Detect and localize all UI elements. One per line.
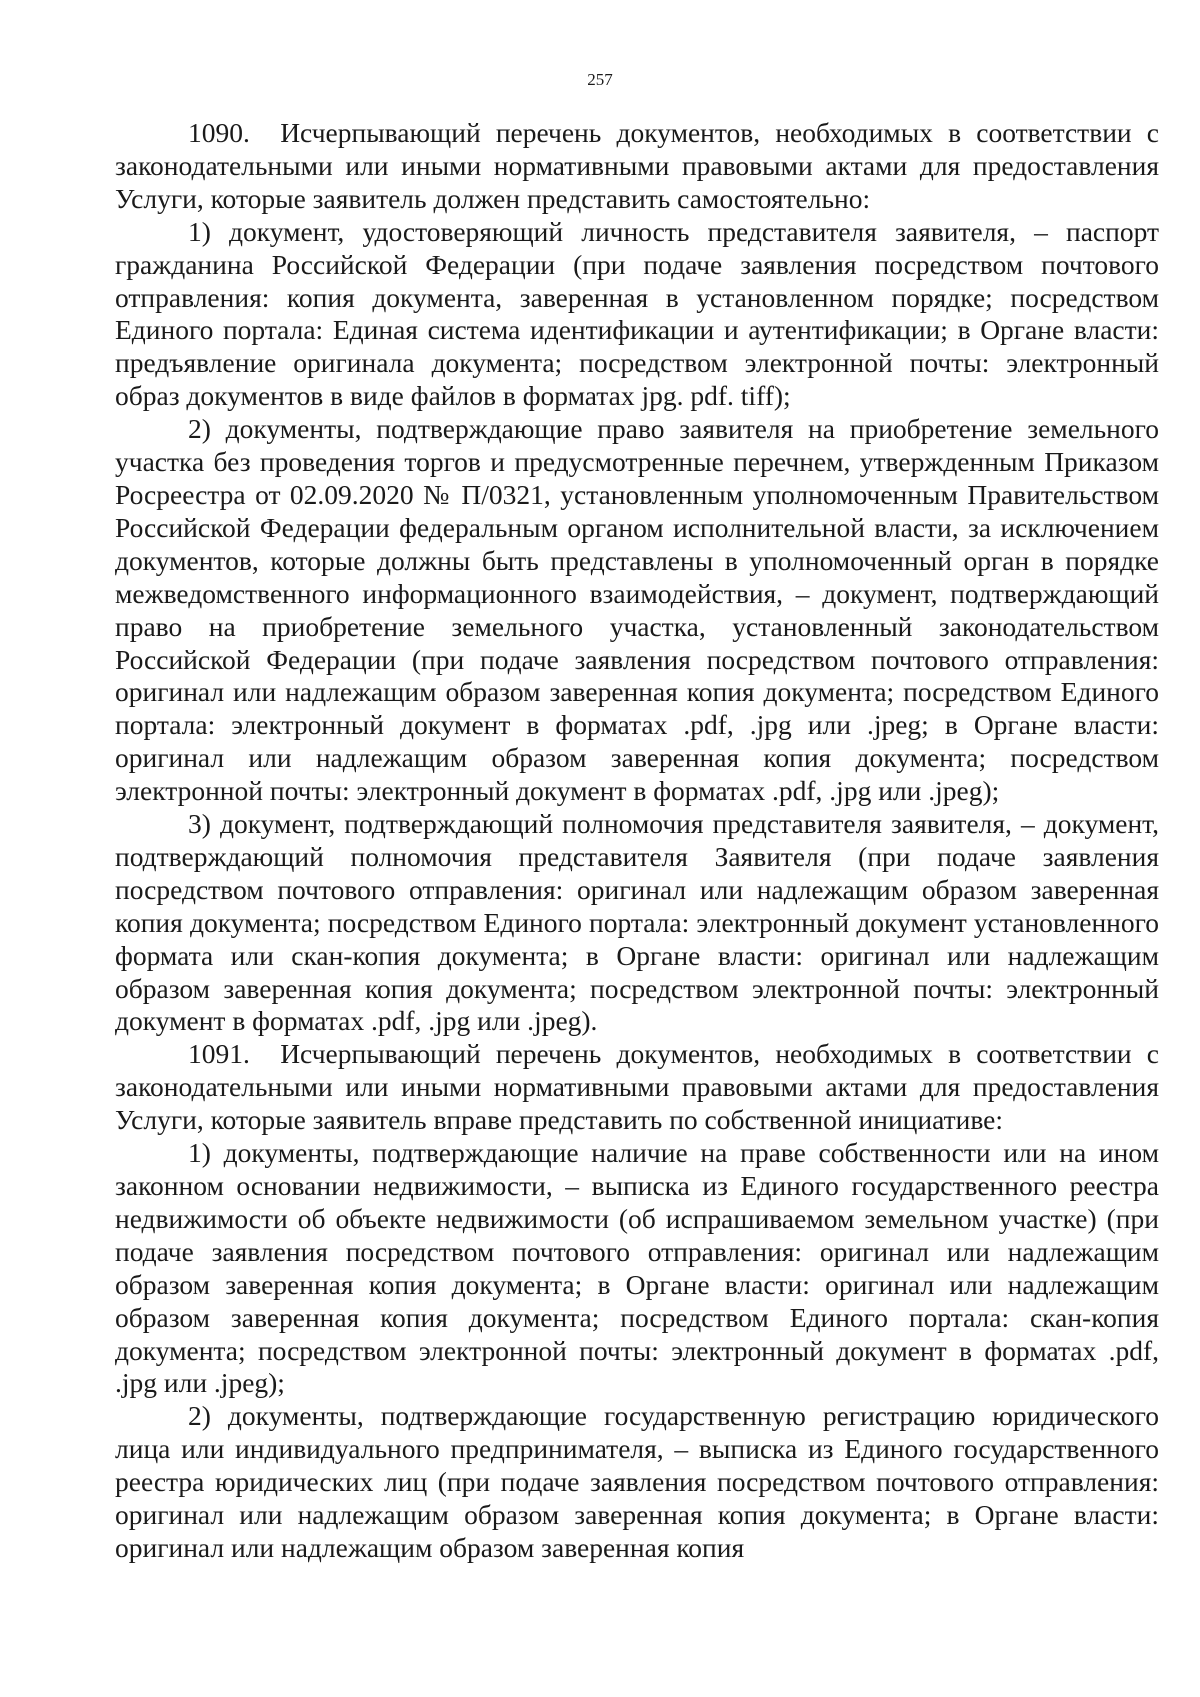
paragraph-1091-intro: 1091. Исчерпывающий перечень документов, необходимых в соответствии с законодательными или иными нормативными правовыми актами для предоставления Услуги, которые заявитель вправе представить по собственной инициативе: [115, 1038, 1159, 1136]
paragraph-1091-item-2: 2) документы, подтверждающие государственную регистрацию юридического лица или индивидуального предпринимателя, – выписка из Единого государственного реестра юридических лиц (при подаче заявления посредством почтового отправления: оригинал или надлежащим образом заверенная копия документа; в Органе власти: оригинал или надлежащим образом заверенная копия [115, 1400, 1159, 1563]
paragraph-1090-item-2: 2) документы, подтверждающие право заявителя на приобретение земельного участка без проведения торгов и предусмотренные перечнем, утвержденным Приказом Росреестра от 02.09.2020 № П/0321, установленным уполномоченным Правительством Российской Федерации федеральным органом исполнительной власти, за исключением документов, которые должны быть представлены в уполномоченный орган в порядке межведомственного информационного взаимодействия, – документ, подтверждающий право на приобретение земельного участка, установленный законодательством Российской Федерации (при подаче заявления посредством почтового отправления: оригинал или надлежащим образом заверенная копия документа; посредством Единого портала: электронный документ в форматах .pdf, .jpg или .jpeg; в Органе власти: оригинал или надлежащим образом заверенная копия документа; посредством электронной почты: электронный документ в форматах .pdf, .jpg или .jpeg); [115, 413, 1159, 807]
paragraph-1091-item-1: 1) документы, подтверждающие наличие на праве собственности или на ином законном основании недвижимости, – выписка из Единого государственного реестра недвижимости об объекте недвижимости (об испрашиваемом земельном участке) (при подаче заявления посредством почтового отправления: оригинал или надлежащим образом заверенная копия документа; в Органе власти: оригинал или надлежащим образом заверенная копия документа; посредством Единого портала: скан-копия документа; посредством электронной почты: электронный документ в форматах .pdf, .jpg или .jpeg); [115, 1137, 1159, 1399]
page-number: 257 [587, 70, 613, 89]
paragraph-1090-intro: 1090. Исчерпывающий перечень документов, необходимых в соответствии с законодательными или иными нормативными правовыми актами для предоставления Услуги, которые заявитель должен представить самостоятельно: [115, 117, 1159, 214]
paragraph-1090-item-1: 1) документ, удостоверяющий личность представителя заявителя, – паспорт гражданина Российской Федерации (при подаче заявления посредством почтового отправления: копия документа, заверенная в установленном порядке; посредством Единого портала: Единая система идентификации и аутентификации; в Органе власти: предъявление оригинала документа; посредством электронной почты: электронный образ документов в виде файлов в форматах jpg. pdf. tiff); [115, 215, 1159, 412]
document-body [115, 117, 1159, 1565]
paragraph-1090-item-3: 3) документ, подтверждающий полномочия представителя заявителя, – документ, подтверждающий полномочия представителя Заявителя (при подаче заявления посредством почтового отправления: оригинал или надлежащим образом заверенная копия документа; посредством Единого портала: электронный документ установленного формата или скан-копия документа; в Органе власти: оригинал или надлежащим образом заверенная копия документа; посредством электронной почты: электронный документ в форматах .pdf, .jpg или .jpeg). [115, 808, 1159, 1037]
